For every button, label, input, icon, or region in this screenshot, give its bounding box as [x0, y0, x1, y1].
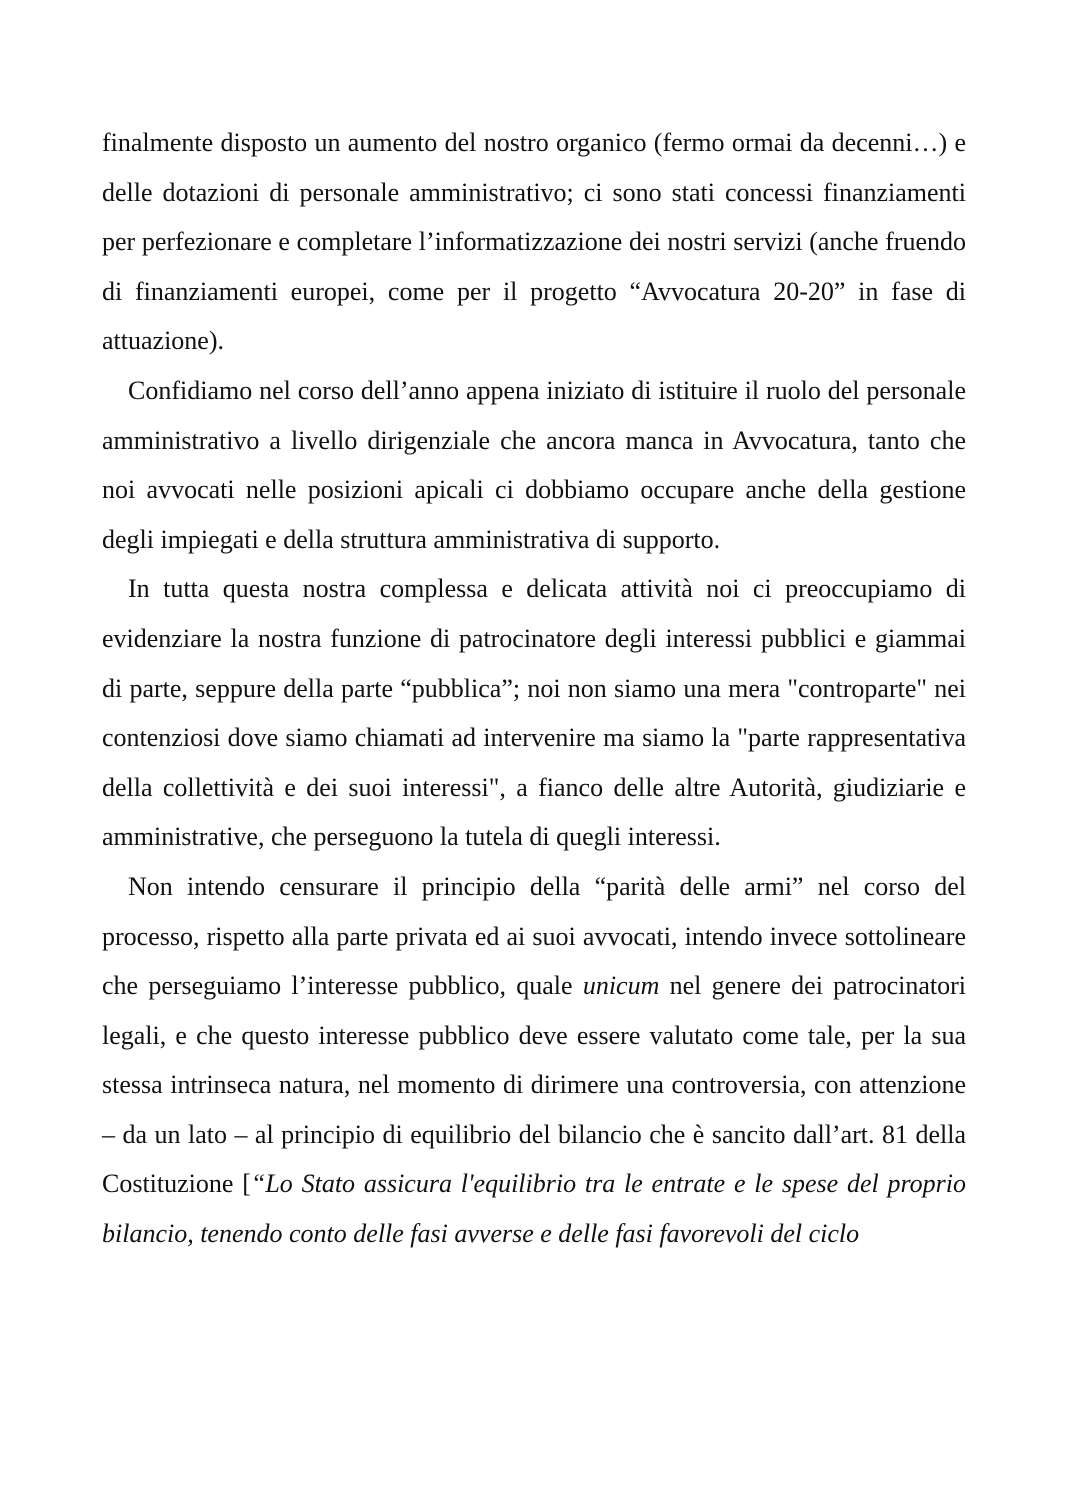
paragraph-organico: finalmente disposto un aumento del nostro organico (fermo ormai da decenni…) e delle dotazioni di personale amministrativo; ci sono stati concessi finanziamenti per perfezionare e completare l’informatizzazione dei nostri servizi (anche fruendo di finanziamenti europei, come per il progetto “Avvocatura 20-20” in fase di attuazione). — [102, 128, 966, 356]
paragraph-personale-dirigenziale: Confidiamo nel corso dell’anno appena iniziato di istituire il ruolo del personale amministrativo a livello dirigenziale che ancora manca in Avvocatura, tanto che noi avvocati nelle posizioni apicali ci dobbiamo occupare anche della gestione degli impiegati e della struttura amministrativa di supporto. — [102, 375, 966, 554]
constitution-quote: “Lo Stato assicura l'equilibrio tra le entrate e le spese del proprio bilancio, tenendo conto delle fasi avverse e delle fasi favorevoli del ciclo — [102, 1169, 967, 1249]
document-page — [102, 118, 966, 1259]
paragraph-parita-armi — [102, 862, 966, 1259]
paragraph-text-part2: nel genere dei patrocinatori legali, e che questo interesse pubblico deve essere valutato come tale, per la sua stessa intrinseca natura, nel momento di dirimere una controversia, con attenzione – da un lato – al principio di equilibrio del bilancio che è sancito dall’art. 81 della Costituzione [ — [102, 971, 966, 1199]
paragraph-text-part1: Non intendo censurare il principio della “parità delle armi” nel corso del processo, rispetto alla parte privata ed ai suoi avvocati, intendo invece sottolineare che perseguiamo l’interesse pubblico, quale — [102, 871, 966, 1001]
paragraph-funzione-patrocinatore: In tutta questa nostra complessa e delicata attività noi ci preoccupiamo di evidenziare la nostra funzione di patrocinatore degli interessi pubblici e giammai di parte, seppure della parte “pubblica”; noi non siamo una mera "controparte" nei contenziosi dove siamo chiamati ad intervenire ma siamo la "parte rappresentativa della collettività e dei suoi interessi", a fianco delle altre Autorità, giudiziarie e amministrative, che perseguono la tutela di quegli interessi. — [102, 574, 966, 852]
unicum-italic: unicum — [582, 971, 660, 1001]
